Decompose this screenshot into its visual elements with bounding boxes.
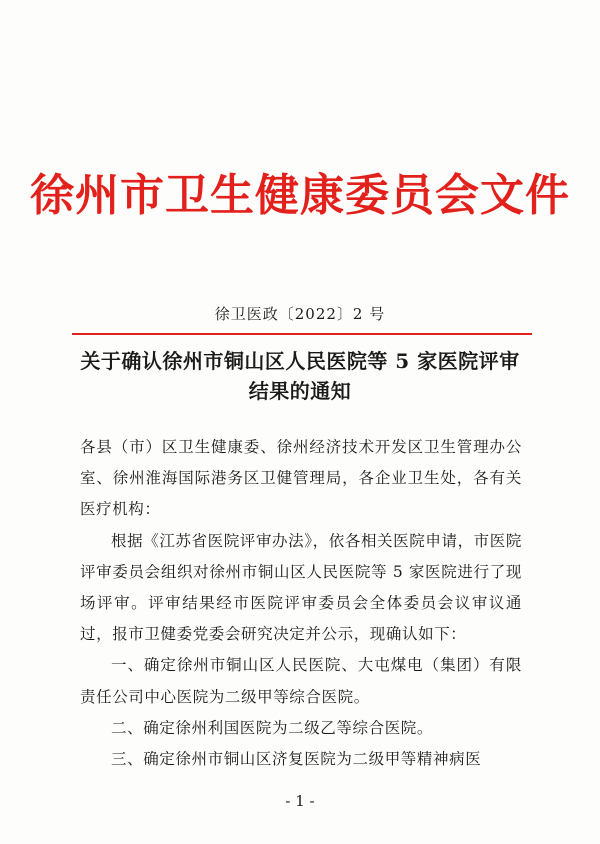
addressee-paragraph: 各县（市）区卫生健康委、徐州经济技术开发区卫生管理办公室、徐州淮海国际港务区卫健管理局，各企业卫生处，各有关医疗机构： xyxy=(80,438,522,519)
notice-title: 关于确认徐州市铜山区人民医院等 5 家医院评审结果的通知 xyxy=(80,349,520,403)
red-divider-line xyxy=(72,333,532,335)
document-number: 徐卫医政〔2022〕2 号 xyxy=(214,305,386,323)
page-number: - 1 - xyxy=(285,792,315,810)
notice-body xyxy=(80,432,522,775)
masthead-title: 徐州市卫生健康委员会文件 xyxy=(30,170,570,221)
body-paragraph-item-1: 一、确定徐州市铜山区人民医院、大屯煤电（集团）有限责任公司中心医院为二级甲等综合医院。 xyxy=(80,656,522,706)
body-paragraph-item-2: 二、确定徐州利国医院为二级乙等综合医院。 xyxy=(111,718,434,737)
body-paragraph-item-3: 三、确定徐州市铜山区济复医院为二级甲等精神病医 xyxy=(111,750,482,769)
body-paragraph-basis: 根据《江苏省医院评审办法》，依各相关医院申请，市医院评审委员会组织对徐州市铜山区人民医院等 5 家医院进行了现场评审。评审结果经市医院评审委员会全体委员会议审议通过，报市卫健委党委会研究决定并公示，现确认如下： xyxy=(80,531,522,644)
